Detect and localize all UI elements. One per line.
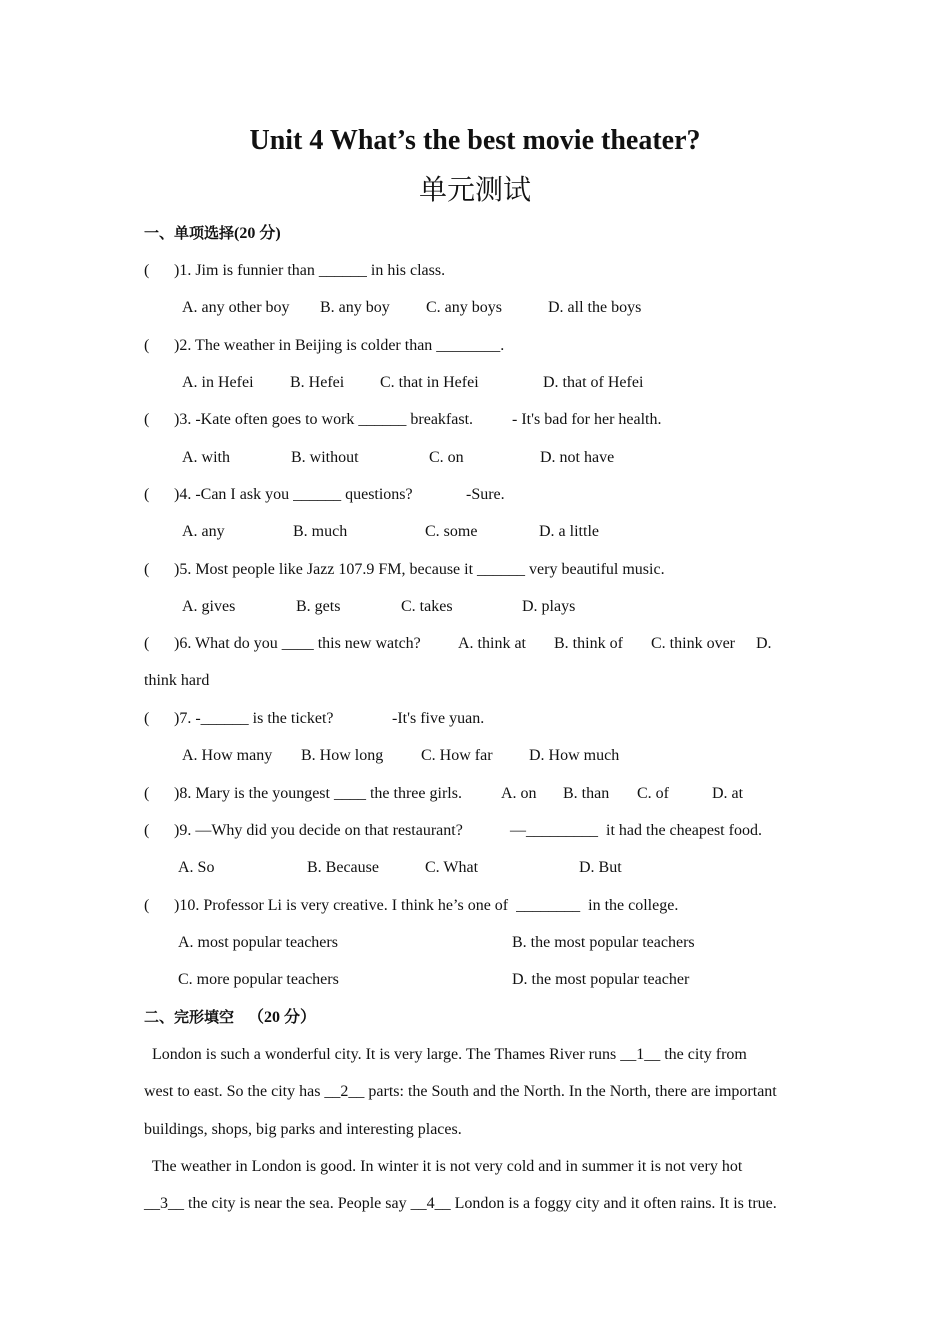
question-10-option-d: D. the most popular teacher: [512, 971, 690, 988]
question-3-option-b: B. without: [291, 449, 359, 466]
question-9-option-b: B. Because: [307, 859, 379, 876]
passage-line: west to east. So the city has __2__ parts: the South and the North. In the North, there are important: [144, 1083, 777, 1100]
question-6-option-c: C. think over: [651, 635, 735, 652]
question-7-option-a: A. How many: [182, 747, 273, 764]
section-heading-cloze: [144, 1006, 316, 1029]
question-5-option-b: B. gets: [296, 598, 341, 615]
question-3-text: )3. -Kate often goes to work ______ breakfast.: [174, 411, 474, 428]
question-1-paren: (: [144, 262, 150, 279]
question-5-option-c: C. takes: [401, 598, 453, 615]
question-7-paren: (: [144, 710, 150, 727]
question-1-text: )1. Jim is funnier than ______ in his class.: [174, 262, 446, 279]
page-subtitle: 单元测试: [418, 173, 531, 206]
question-8-option-c: C. of: [637, 785, 669, 802]
question-8-option-b: B. than: [563, 785, 610, 802]
question-6-option-d-text: think hard: [144, 672, 210, 689]
question-3-option-a: A. with: [182, 449, 230, 466]
question-4-reply: -Sure.: [466, 486, 505, 503]
question-9-text: )9. —Why did you decide on that restaurant?: [174, 822, 463, 839]
question-10-paren: (: [144, 897, 150, 914]
question-4-option-b: B. much: [293, 523, 348, 540]
question-4-paren: (: [144, 486, 150, 503]
question-8-paren: (: [144, 785, 150, 802]
question-3-option-d: D. not have: [540, 449, 615, 466]
passage-line: The weather in London is good. In winter it is not very cold and in summer it is not very hot: [144, 1158, 743, 1175]
question-5-paren: (: [144, 561, 150, 578]
question-9-paren: (: [144, 822, 150, 839]
section-heading-multiple-choice: [144, 222, 281, 245]
question-2-paren: (: [144, 337, 150, 354]
section-score: （20 分）: [248, 1009, 317, 1026]
question-8-option-d: D. at: [712, 785, 744, 802]
question-10-option-b: B. the most popular teachers: [512, 934, 695, 951]
question-9-option-d: D. But: [579, 859, 622, 876]
passage-line: __3__ the city is near the sea. People say __4__ London is a foggy city and it often rains. It is true.: [144, 1195, 777, 1212]
question-1-option-a: A. any other boy: [182, 299, 290, 316]
question-4-text: )4. -Can I ask you ______ questions?: [174, 486, 413, 503]
question-4-option-c: C. some: [425, 523, 478, 540]
question-2-option-c: C. that in Hefei: [380, 374, 479, 391]
question-3-option-c: C. on: [429, 449, 464, 466]
question-10-text: )10. Professor Li is very creative. I think he’s one of ________ in the college.: [174, 897, 679, 914]
question-7-option-c: C. How far: [421, 747, 493, 764]
question-9-option-c: C. What: [425, 859, 479, 876]
question-10-option-c: C. more popular teachers: [178, 971, 339, 988]
passage-line: buildings, shops, big parks and interesting places.: [144, 1121, 462, 1138]
question-2-text: )2. The weather in Beijing is colder than ________.: [174, 337, 505, 354]
question-6-option-a: A. think at: [458, 635, 526, 652]
question-6-paren: (: [144, 635, 150, 652]
question-9-reply: —_________ it had the cheapest food.: [510, 822, 762, 839]
question-6-text: )6. What do you ____ this new watch?: [174, 635, 421, 652]
passage-line: London is such a wonderful city. It is very large. The Thames River runs __1__ the city from: [144, 1046, 747, 1063]
question-7-option-d: D. How much: [529, 747, 620, 764]
question-5-text: )5. Most people like Jazz 107.9 FM, because it ______ very beautiful music.: [174, 561, 665, 578]
section-score: (20 分): [234, 225, 281, 242]
section-heading-label: 二、完形填空: [144, 1008, 235, 1026]
question-2-option-d: D. that of Hefei: [543, 374, 644, 391]
question-6-option-d-label: D.: [756, 635, 772, 652]
question-5-option-d: D. plays: [522, 598, 576, 615]
question-7-text: )7. -______ is the ticket?: [174, 710, 334, 727]
question-2-option-a: A. in Hefei: [182, 374, 254, 391]
question-8-text: )8. Mary is the youngest ____ the three girls.: [174, 785, 462, 802]
question-7-option-b: B. How long: [301, 747, 384, 764]
question-5-option-a: A. gives: [182, 598, 236, 615]
question-3-paren: (: [144, 411, 150, 428]
question-8-option-a: A. on: [501, 785, 537, 802]
question-10-option-a: A. most popular teachers: [178, 934, 338, 951]
question-4-option-a: A. any: [182, 523, 225, 540]
question-1-option-c: C. any boys: [426, 299, 502, 316]
question-2-option-b: B. Hefei: [290, 374, 345, 391]
question-1-option-b: B. any boy: [320, 299, 390, 316]
question-1-option-d: D. all the boys: [548, 299, 642, 316]
page-title: Unit 4 What’s the best movie theater?: [249, 125, 701, 156]
question-9-option-a: A. So: [178, 859, 215, 876]
section-heading-label: 一、单项选择: [144, 224, 235, 242]
question-6-option-b: B. think of: [554, 635, 623, 652]
question-4-option-d: D. a little: [539, 523, 599, 540]
question-7-reply: -It's five yuan.: [392, 710, 485, 727]
question-3-reply: - It's bad for her health.: [512, 411, 662, 428]
